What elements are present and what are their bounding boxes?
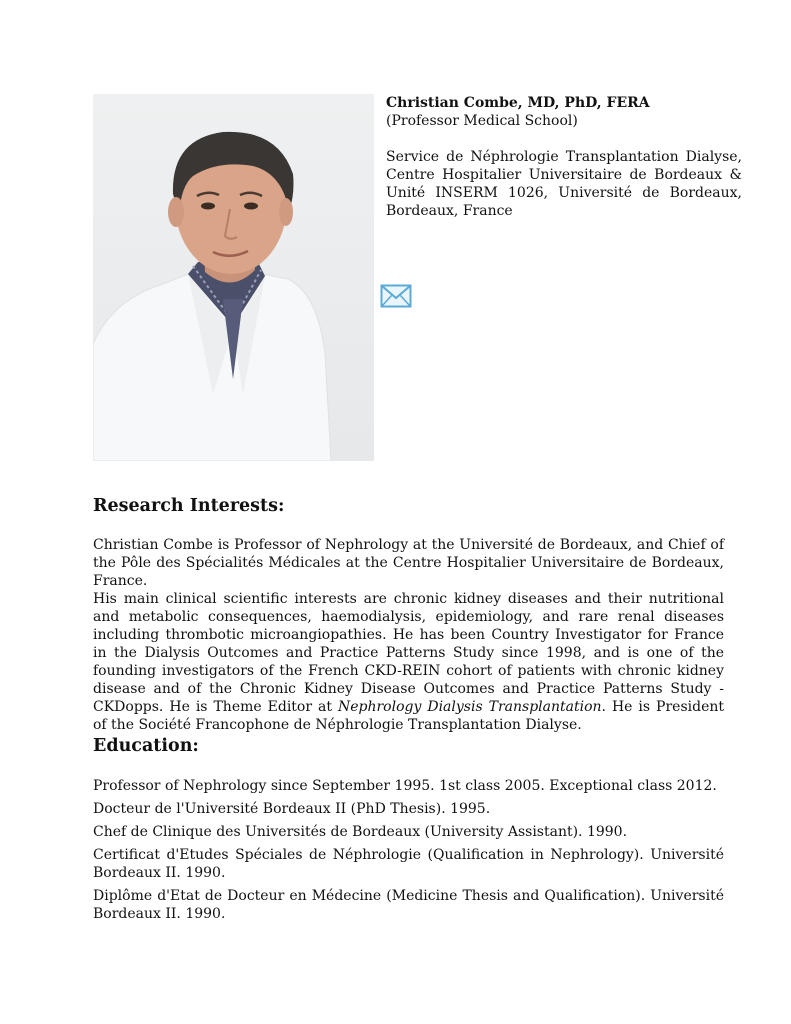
affiliation: Service de Néphrologie Transplantation Dialyse, Centre Hospitalier Universitaire de Bordeaux & Unité INSERM 1026, Université de Bordeaux, Bordeaux, France: [386, 149, 742, 219]
education-item: Certificat d'Etudes Spéciales de Néphrologie (Qualification in Nephrology). Université Bordeaux II. 1990.: [93, 847, 724, 881]
research-text-a: His main clinical scientific interests are chronic kidney diseases and their nutritional and metabolic consequences, haemodialysis, epidemiology, and rare renal diseases including thrombotic microangiopathies. He has been Country Investigator for France in the Dialysis Outcomes and Practice Patterns Study since 1998, and is one of the founding investigators of the French CKD-REIN cohort of patients with chronic kidney disease and of the Chronic Kidney Disease Outcomes and Practice Patterns Study - CKDopps. He is Theme Editor at: [93, 591, 724, 715]
research-text-b: . He is President of the Société Francophone de Néphrologie Transplantation Dialyse.: [93, 699, 724, 733]
research-paragraph-2: [93, 590, 724, 734]
research-text: [93, 536, 724, 734]
research-heading: Research Interests:: [93, 496, 285, 516]
education-list: [93, 777, 724, 928]
education-item: Docteur de l'Université Bordeaux II (PhD Thesis). 1995.: [93, 801, 491, 817]
journal-title: Nephrology Dialysis Transplantation: [337, 699, 602, 715]
portrait-photo: [93, 94, 374, 461]
education-item: Professor of Nephrology since September 1995. 1st class 2005. Exceptional class 2012.: [93, 778, 717, 794]
education-item: Chef de Clinique des Universités de Bordeaux (University Assistant). 1990.: [93, 824, 628, 840]
contact-block: [386, 94, 742, 220]
envelope-icon[interactable]: [380, 284, 412, 308]
person-name: Christian Combe, MD, PhD, FERA: [386, 95, 650, 111]
education-item: Diplôme d'Etat de Docteur en Médecine (Medicine Thesis and Qualification). Université Bordeaux II. 1990.: [93, 888, 724, 922]
education-heading: Education:: [93, 736, 199, 756]
research-paragraph-1: Christian Combe is Professor of Nephrology at the Université de Bordeaux, and Chief of the Pôle des Spécialités Médicales at the Centre Hospitalier Universitaire de Bordeaux, France.: [93, 537, 724, 589]
person-role: (Professor Medical School): [386, 113, 578, 129]
